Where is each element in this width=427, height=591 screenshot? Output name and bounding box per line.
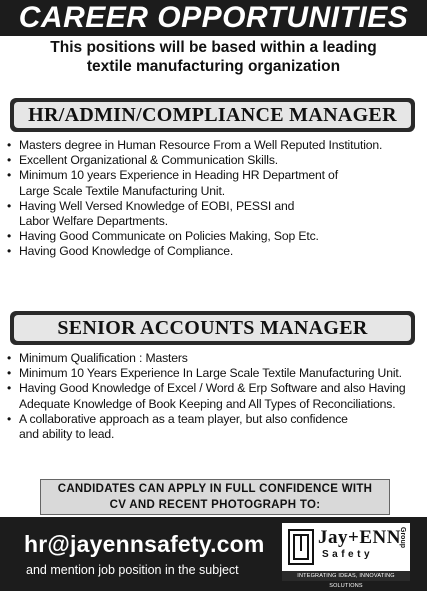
bullet-icon: • <box>7 138 12 152</box>
requirement-item <box>6 229 424 244</box>
footer-banner <box>0 517 427 591</box>
bullet-icon: • <box>7 229 12 244</box>
subject-note: and mention job position in the subject <box>26 563 239 577</box>
requirement-text: Minimum 10 years Experience in Heading HR Department of <box>19 168 338 183</box>
requirement-text: A collaborative approach as a team player, but also confidence <box>19 411 348 426</box>
logo-tagline: INTEGRATING IDEAS, INNOVATING SOLUTIONS <box>282 571 410 581</box>
logo-group: Group <box>399 527 406 548</box>
requirement-item <box>6 244 424 259</box>
requirement-text: Labor Welfare Departments. <box>19 214 168 229</box>
logo-mark-icon <box>288 529 314 565</box>
section-title: HR/ADMIN/COMPLIANCE MANAGER <box>14 102 411 128</box>
requirement-text: Having Good Knowledge of Excel / Word & Erp Software and also Having <box>19 381 406 396</box>
bullet-icon: • <box>7 244 12 259</box>
requirement-item <box>6 366 424 381</box>
requirement-text: Minimum Qualification : Masters <box>19 351 188 365</box>
requirement-text: Having Good Communicate on Policies Making, Sop Etc. <box>19 229 319 244</box>
bullet-icon: • <box>7 366 12 381</box>
bullet-icon: • <box>7 198 12 213</box>
intro-line: textile manufacturing organization <box>86 58 341 75</box>
requirement-text: Minimum 10 Years Experience In Large Scale Textile Manufacturing Unit. <box>19 366 402 381</box>
requirement-item <box>6 138 424 153</box>
logo-sub: Safety <box>322 549 374 560</box>
intro-line: This positions will be based within a leading <box>50 39 377 56</box>
bullet-icon: • <box>7 351 12 365</box>
intro-text <box>0 38 427 76</box>
section-title: SENIOR ACCOUNTS MANAGER <box>14 315 411 341</box>
logo-brand: Jay+ENN <box>318 527 401 548</box>
requirement-item <box>6 199 424 229</box>
bullet-icon: • <box>7 168 12 183</box>
section-header-hr <box>10 98 415 132</box>
page-title: CAREER OPPORTUNITIES <box>18 1 409 34</box>
requirement-item <box>6 168 424 198</box>
requirement-text: Masters degree in Human Resource From a Well Reputed Institution. <box>19 138 383 152</box>
apply-instructions <box>40 479 390 515</box>
bullet-icon: • <box>7 153 12 168</box>
requirement-text: Having Good Knowledge of Compliance. <box>19 244 234 259</box>
header-banner <box>0 0 427 36</box>
section-header-accounts <box>10 311 415 345</box>
requirement-item <box>6 381 424 411</box>
requirement-text: Having Well Versed Knowledge of EOBI, PESSI and <box>19 198 295 213</box>
bullet-icon: • <box>7 411 12 426</box>
requirement-item <box>6 153 424 168</box>
bullet-icon: • <box>7 381 12 396</box>
apply-line: CV AND RECENT PHOTOGRAPH TO: <box>109 498 321 511</box>
contact-email[interactable]: hr@jayennsafety.com <box>24 531 265 557</box>
accounts-requirements-list <box>6 351 424 442</box>
apply-line: CANDIDATES CAN APPLY IN FULL CONFIDENCE WITH <box>57 483 373 495</box>
requirement-item <box>6 351 424 366</box>
requirement-text: Large Scale Textile Manufacturing Unit. <box>19 183 225 198</box>
requirement-text: and ability to lead. <box>19 427 115 442</box>
company-logo <box>282 523 410 589</box>
requirement-item <box>6 412 424 442</box>
requirement-text: Excellent Organizational & Communication Skills. <box>19 153 279 168</box>
requirement-text: Adequate Knowledge of Book Keeping and All Types of Reconciliations. <box>19 396 396 411</box>
hr-requirements-list <box>6 138 424 260</box>
